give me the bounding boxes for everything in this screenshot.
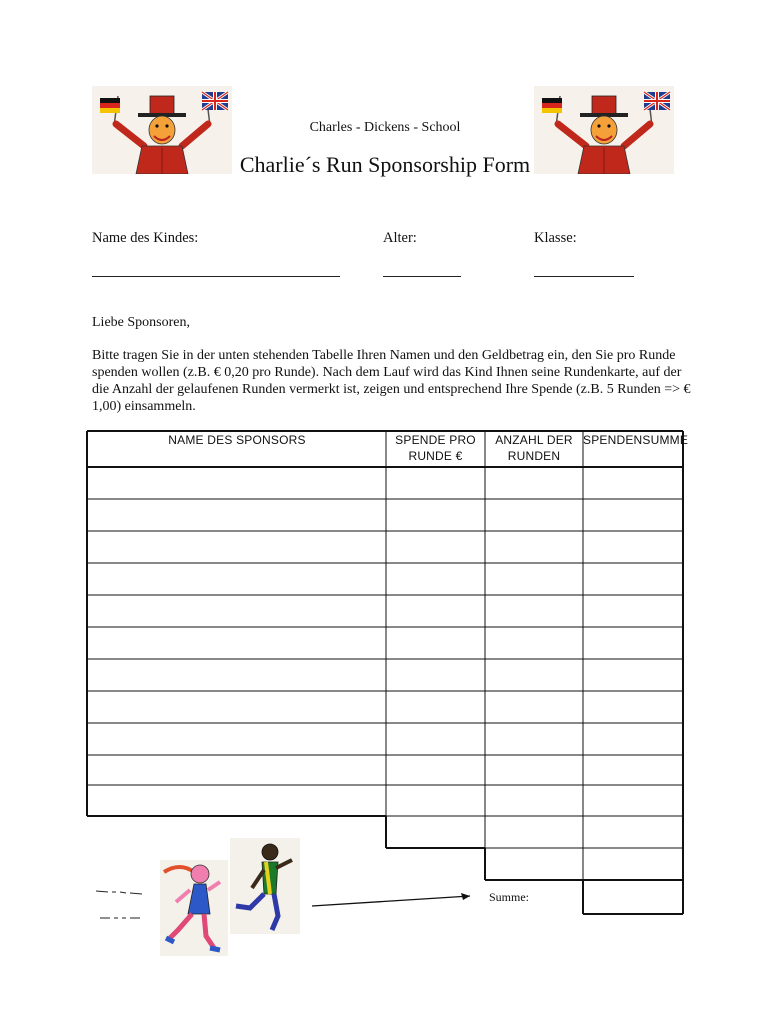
child-name-label: Name des Kindes:: [92, 230, 199, 246]
child-name-field[interactable]: [92, 276, 340, 277]
class-field[interactable]: [534, 276, 634, 277]
running-children-drawing: [160, 838, 300, 956]
header-sponsor-name: NAME DES SPONSORS: [168, 433, 306, 447]
greeting: Liebe Sponsoren,: [92, 315, 190, 330]
age-field[interactable]: [383, 276, 461, 277]
form-title: Charlie´s Run Sponsorship Form: [239, 152, 531, 177]
class-label: Klasse:: [534, 230, 577, 246]
header-donation-per-round: SPENDE PRO RUNDE €: [395, 433, 476, 463]
dash-mark-1: [96, 886, 144, 901]
header-rounds-count: ANZAHL DER RUNDEN: [495, 433, 573, 463]
arrow-to-sum: [310, 890, 480, 910]
sum-label: Summe:: [489, 890, 530, 904]
age-label: Alter:: [383, 230, 417, 246]
header-total: SPENDENSUMME: [583, 433, 689, 447]
instructions-paragraph: Bitte tragen Sie in der unten stehenden Tabelle Ihren Namen und den Geldbetrag ein, den Sie pro Runde spenden wollen (z.B. € 0,20 pro Runde). Nach dem Lauf wird das Kind Ihnen seine Rundenkarte, auf der die Anzahl der gelaufenen Runden vermerkt ist, zeigen und entsprechend Ihre Spende (z.B. 5 Runden => € 1,00) einsammeln.: [92, 348, 691, 414]
dash-mark-2: [100, 910, 140, 928]
school-name: Charles - Dickens - School: [309, 120, 461, 135]
